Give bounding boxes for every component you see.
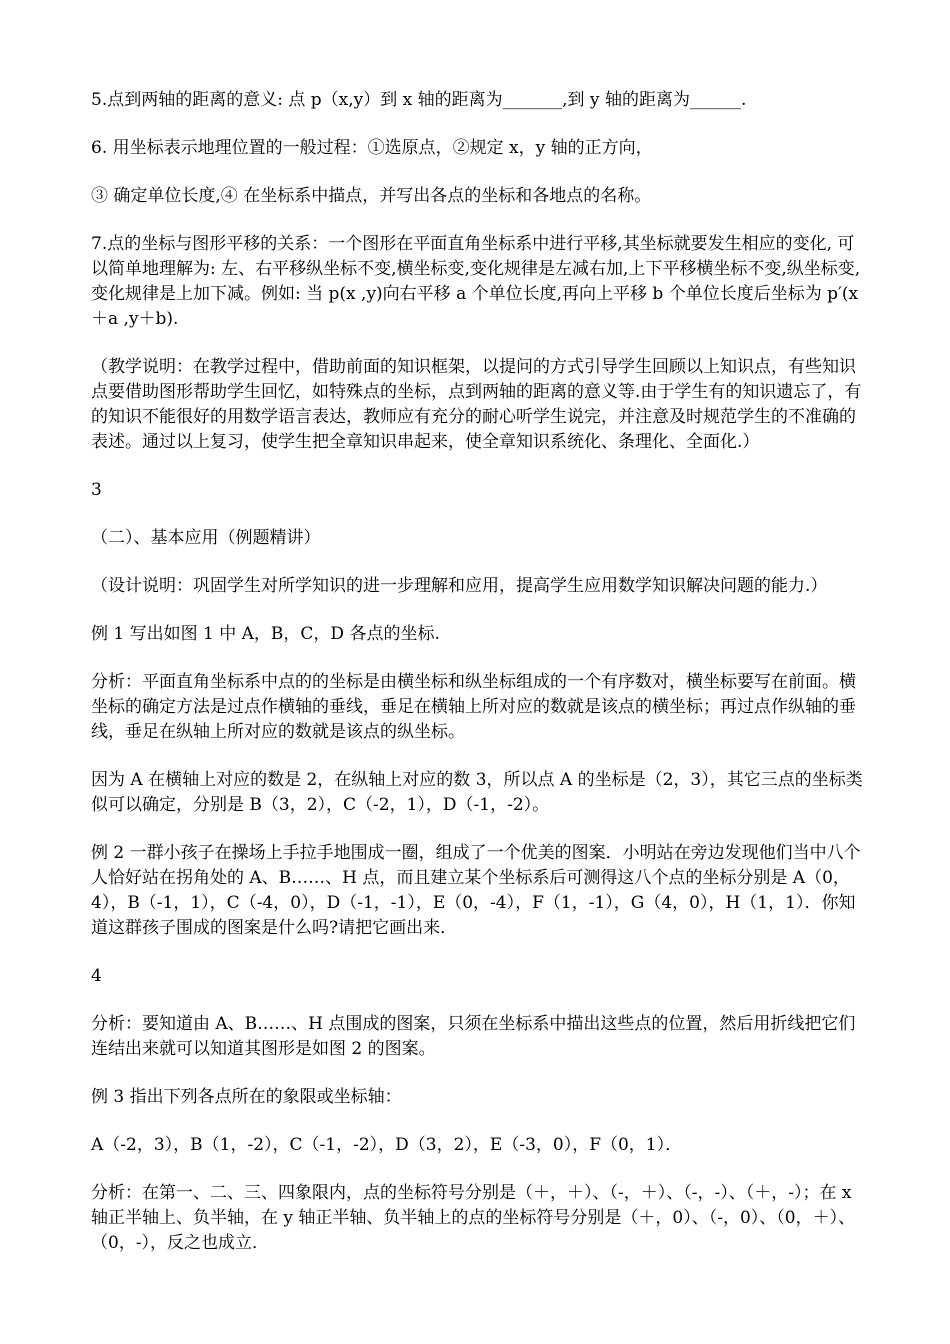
example-1-answer: 因为 A 在横轴上对应的数是 2，在纵轴上对应的数 3，所以点 A 的坐标是（2，3），其它三点的坐标类似可以确定，分别是 B（3，2），C（-2，1），D（-1，-2）。	[91, 770, 863, 815]
example-2-analysis: 分析：要知道由 A、B……、H 点围成的图案，只须在坐标系中描出这些点的位置，然后用折线把它们连结出来就可以知道其图形是如图 2 的图案。	[91, 1014, 856, 1059]
section-heading-basic-application: （二）、基本应用（例题精讲）	[91, 528, 321, 548]
example-3-analysis: 分析：在第一、二、三、四象限内，点的坐标符号分别是（＋，＋）、（-，＋）、（-，-）、（＋，-）；在 x 轴正半轴上、负半轴，在 y 轴正半轴、负半轴上的点的坐标符号分别是（＋，0）、（-，0）、（0，＋）、（0，-），反之也成立．	[91, 1183, 856, 1253]
paragraph-teaching-note: （教学说明：在教学过程中，借助前面的知识框架，以提问的方式引导学生回顾以上知识点，有些知识点要借助图形帮助学生回忆，如特殊点的坐标，点到两轴的距离的意义等.由于学生有的知识遗忘了，有的知识不能很好的用数学语言表达，教师应有充分的耐心听学生说完，并注意及时规范学生的不准确的表述。通过以上复习，使学生把全章知识串起来，使全章知识系统化、条理化、全面化.）	[91, 357, 862, 452]
paragraph-point-axis-distance: 5.点到两轴的距离的意义: 点 p（x,y）到 x 轴的距离为_______,到 y 轴的距离为______.	[91, 90, 747, 110]
paragraph-design-note: （设计说明：巩固学生对所学知识的进一步理解和应用，提高学生应用数学知识解决问题的能力.）	[91, 576, 828, 596]
page-number-4: 4	[91, 966, 102, 986]
example-3-points: A（-2，3），B（1，-2），C（-1，-2），D（3，2），E（-3，0），F（0，1）．	[91, 1135, 683, 1155]
example-2-question: 例 2 一群小孩子在操场上手拉手地围成一圈，组成了一个优美的图案．小明站在旁边发现他们当中八个人恰好站在拐角处的 A、B……、H 点，而且建立某个坐标系后可测得这八个点的坐标分别是 A（0，4），B（-1，1），C（-4，0），D（-1，-1），E（0，-4），F（1，-1），G（4，0），H（1，1）．你知道这群孩子围成的图案是什么吗?请把它画出来．	[91, 843, 861, 938]
example-1-question: 例 1 写出如图 1 中 A，B，C，D 各点的坐标.	[91, 624, 440, 644]
paragraph-translation-rule: 7.点的坐标与图形平移的关系：一个图形在平面直角坐标系中进行平移,其坐标就要发生相应的变化, 可以简单地理解为: 左、右平移纵坐标不变,横坐标变,变化规律是左减右加,上下平移横坐标不变,纵坐标变,变化规律是上加下减。例如: 当 p(x ,y)向右平移 a 个单位长度,再向上平移 b 个单位长度后坐标为 p′(x＋a ,y＋b).	[91, 234, 861, 329]
example-1-analysis: 分析：平面直角坐标系中点的的坐标是由横坐标和纵坐标组成的一个有序数对，横坐标要写在前面。横坐标的确定方法是过点作横轴的垂线，垂足在横轴上所对应的数就是该点的横坐标；再过点作纵轴的垂线，垂足在纵轴上所对应的数就是该点的纵坐标。	[91, 672, 856, 742]
paragraph-geographic-steps: 6. 用坐标表示地理位置的一般过程：①选原点，②规定 x，y 轴的正方向，	[91, 138, 653, 158]
page-number-3: 3	[91, 480, 102, 500]
example-3-question: 例 3 指出下列各点所在的象限或坐标轴：	[91, 1087, 402, 1107]
paragraph-geographic-steps-cont: ③ 确定单位长度,④ 在坐标系中描点，并写出各点的坐标和各地点的名称。	[91, 186, 652, 206]
document-page	[91, 88, 871, 1279]
